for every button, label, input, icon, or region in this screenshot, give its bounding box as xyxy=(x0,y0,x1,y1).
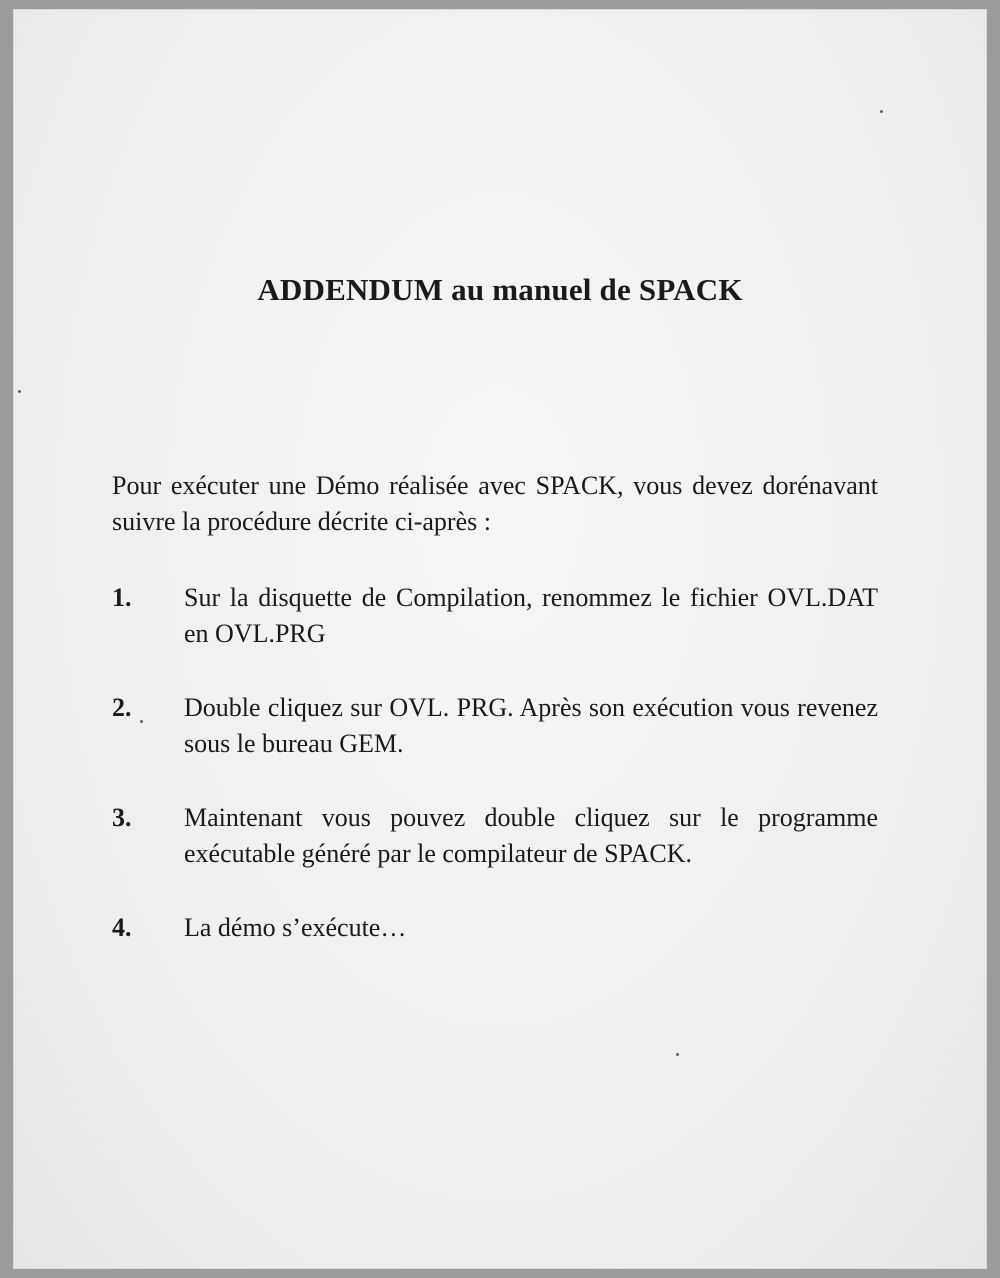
step-number: 1. xyxy=(112,583,132,612)
step-number: 2. xyxy=(112,693,132,722)
step-text: Double cliquez sur OVL. PRG. Après son exécution vous revenez sous le bureau GEM. xyxy=(184,693,878,758)
list-item xyxy=(112,800,878,872)
paper-speck xyxy=(880,110,883,113)
paper-speck xyxy=(140,720,143,723)
paper-speck xyxy=(676,1053,679,1056)
intro-paragraph: Pour exécuter une Démo réalisée avec SPACK, vous devez dorénavant suivre la procédure décrite ci-après : xyxy=(112,471,878,536)
paper-speck xyxy=(18,390,21,393)
step-text: Maintenant vous pouvez double cliquez sur le programme exécutable généré par le compilateur de SPACK. xyxy=(184,803,878,868)
step-number: 4. xyxy=(112,913,132,942)
step-number: 3. xyxy=(112,803,132,832)
document-page xyxy=(14,10,986,1268)
step-text: Sur la disquette de Compilation, renommez le fichier OVL.DAT en OVL.PRG xyxy=(184,583,878,648)
step-text: La démo s’exécute… xyxy=(184,913,407,942)
document-title: ADDENDUM au manuel de SPACK xyxy=(257,272,743,307)
list-item xyxy=(112,580,878,652)
list-item xyxy=(112,690,878,762)
list-item xyxy=(112,910,878,946)
